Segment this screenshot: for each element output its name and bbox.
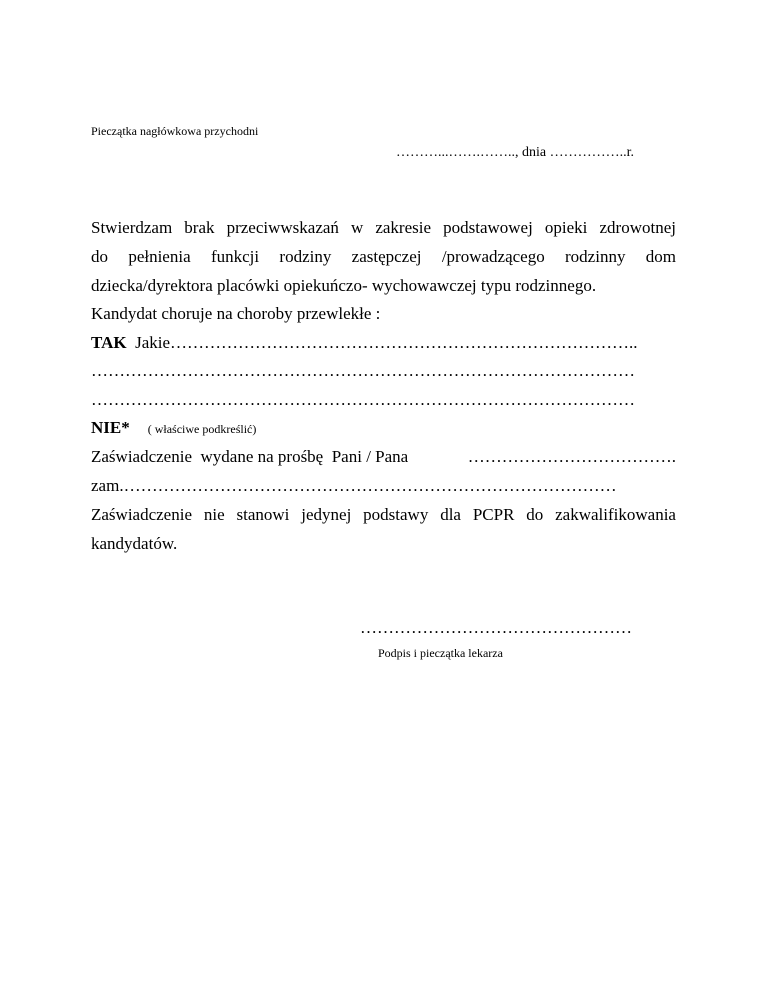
word: dla xyxy=(440,505,461,524)
request-text: Zaświadczenie wydane na prośbę Pani / Pana xyxy=(91,447,409,466)
body-final-line-end: kandydatów. xyxy=(91,534,178,553)
word: do xyxy=(91,247,108,266)
body-line-1 xyxy=(91,218,676,238)
word: opieki xyxy=(544,218,588,237)
word: zakresie xyxy=(375,218,432,237)
address-line: zam.…………………………………………………………………………… xyxy=(91,476,617,495)
nie-option: NIE* xyxy=(91,418,130,437)
word: przeciwwskazań xyxy=(226,218,339,237)
word: podstawy xyxy=(363,505,429,524)
word: w xyxy=(350,218,364,237)
word: Zaświadczenie xyxy=(91,505,192,524)
body-final-line xyxy=(91,505,676,525)
word: brak xyxy=(184,218,215,237)
chronic-disease-question: Kandydat choruje na choroby przewlekłe : xyxy=(91,304,381,323)
tak-details-field: Jakie……………………………………………………………………….. xyxy=(135,333,638,352)
word: pełnienia xyxy=(128,247,191,266)
tak-line xyxy=(91,333,638,353)
word: stanowi xyxy=(236,505,290,524)
body-line-2 xyxy=(91,247,676,267)
word: funkcji xyxy=(210,247,260,266)
signature-label: Podpis i pieczątka lekarza xyxy=(378,646,503,660)
underline-note: ( właściwe podkreślić) xyxy=(147,422,257,436)
tak-option: TAK xyxy=(91,333,127,352)
body-line-3: dziecka/dyrektora placówki opiekuńczo- wychowawczej typu rodzinnego. xyxy=(91,276,597,295)
word: zdrowotnej xyxy=(599,218,676,237)
word: dom xyxy=(645,247,676,266)
stamp-label: Pieczątka nagłówkowa przychodni xyxy=(91,124,259,138)
place-date-line: ………...…….…….., dnia ……………..r. xyxy=(396,145,634,160)
word: PCPR xyxy=(472,505,515,524)
word: rodziny xyxy=(279,247,332,266)
nie-line xyxy=(91,418,256,438)
word: zastępczej xyxy=(351,247,422,266)
word: jedynej xyxy=(301,505,352,524)
dotted-line: …………………………………………………………………………………… xyxy=(91,390,635,409)
word: rodzinny xyxy=(565,247,626,266)
word: Stwierdzam xyxy=(91,218,173,237)
signature-dots: ………………………………………… xyxy=(360,618,632,637)
word: /prowadzącego xyxy=(441,247,545,266)
dotted-line: …………………………………………………………………………………… xyxy=(91,361,635,380)
word: nie xyxy=(203,505,225,524)
word: do xyxy=(526,505,544,524)
request-dots: ………………………………. xyxy=(467,447,676,466)
request-line xyxy=(91,447,676,467)
word: podstawowej xyxy=(443,218,533,237)
word: zakwalifikowania xyxy=(555,505,676,524)
